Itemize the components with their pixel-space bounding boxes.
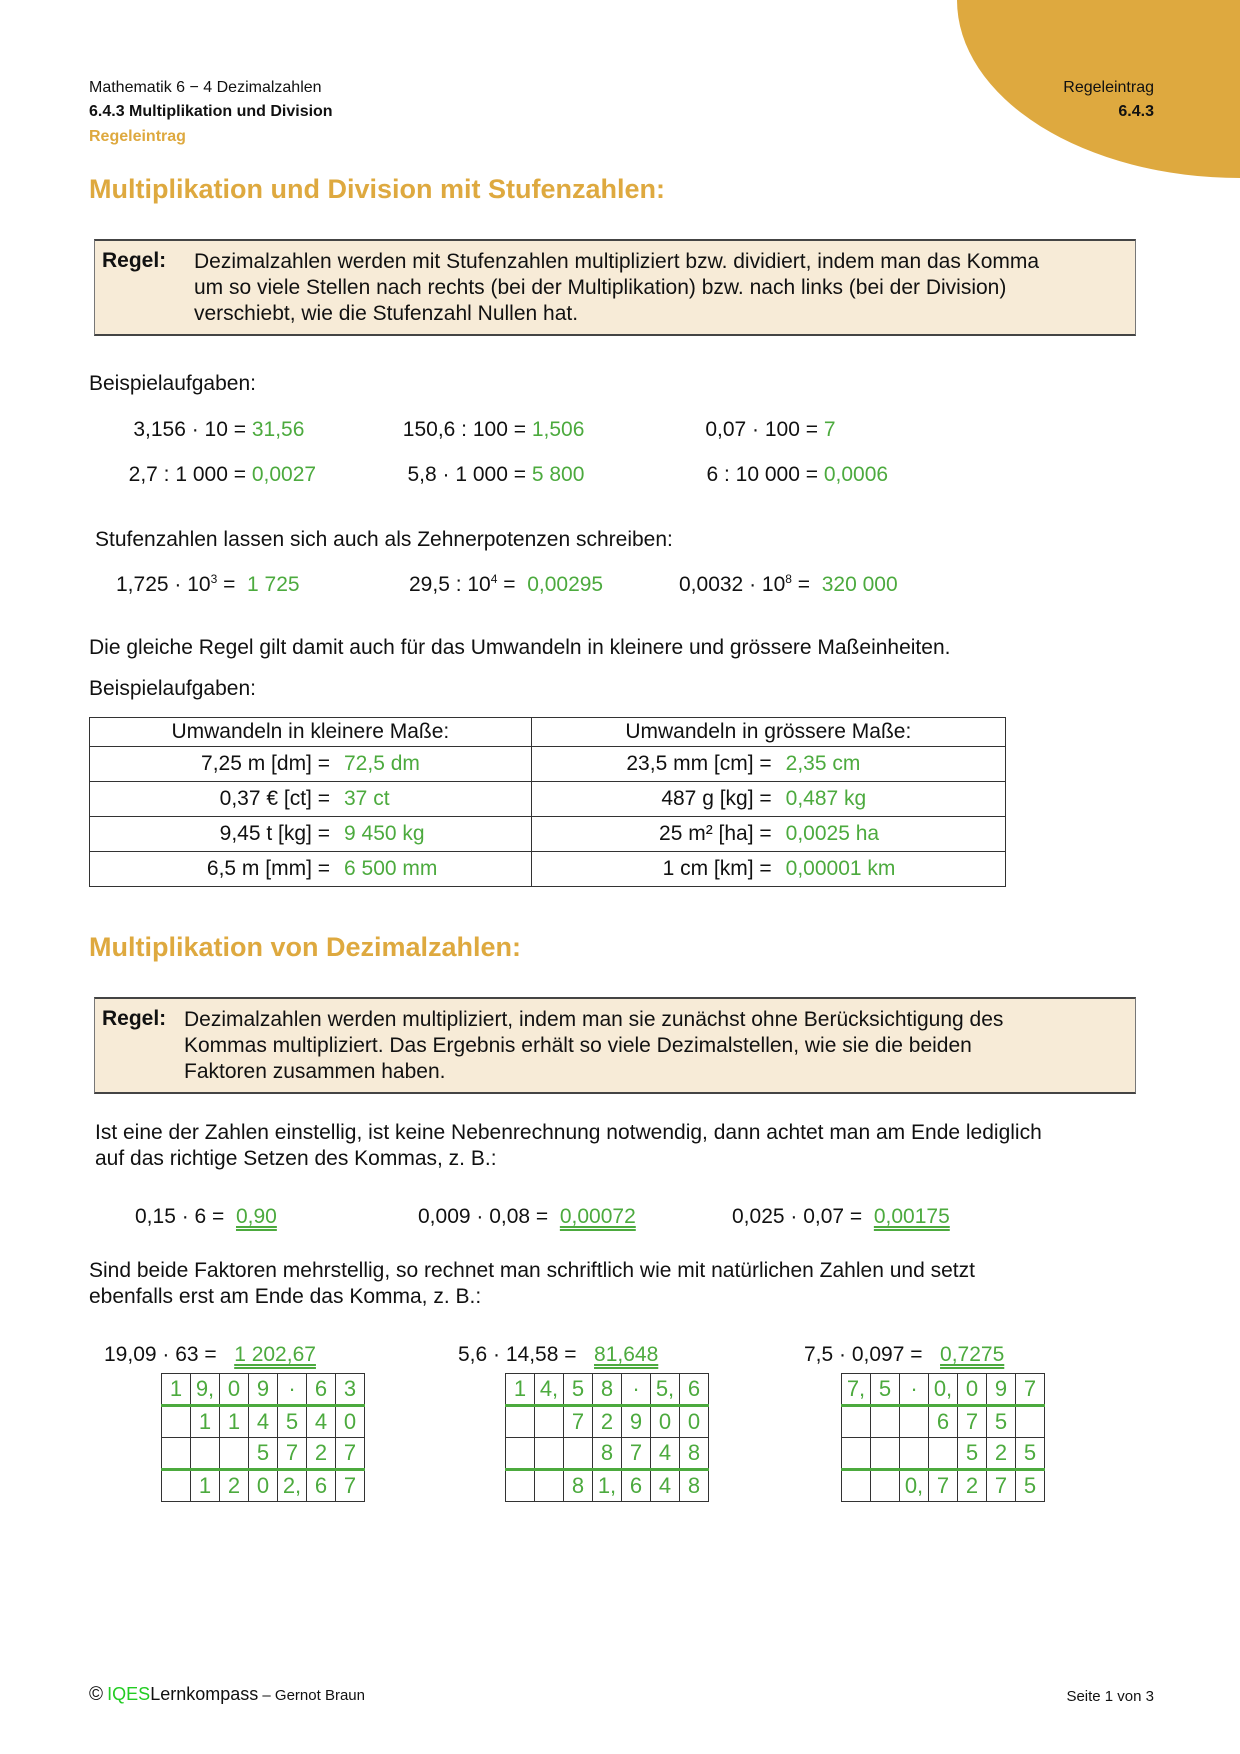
cell-question: 6,5 m [mm] = bbox=[90, 852, 345, 887]
grid-cell: 5 bbox=[987, 1406, 1016, 1438]
grid-cell bbox=[220, 1438, 249, 1470]
grid-cell: 7 bbox=[987, 1470, 1016, 1502]
cell-question: 7,25 m [dm] = bbox=[90, 747, 345, 782]
grid-row bbox=[842, 1438, 1045, 1470]
grid-cell bbox=[535, 1438, 564, 1470]
grid-cell: 3 bbox=[336, 1374, 365, 1406]
cell-question: 0,37 € [ct] = bbox=[90, 782, 345, 817]
grid-cell: 2 bbox=[987, 1438, 1016, 1470]
corner-label: Regeleintrag bbox=[1063, 79, 1154, 96]
grid-cell: 0 bbox=[249, 1470, 278, 1502]
column-header: Umwandeln in grössere Maße: bbox=[531, 718, 1005, 747]
grid-cell: 7 bbox=[958, 1406, 987, 1438]
grid-cell: 6 bbox=[622, 1470, 651, 1502]
grid-row bbox=[842, 1406, 1045, 1438]
grid-row bbox=[506, 1374, 709, 1406]
grid-row bbox=[842, 1470, 1045, 1502]
written-grid-3 bbox=[841, 1373, 1045, 1502]
grid-cell: 8 bbox=[680, 1438, 709, 1470]
table-row bbox=[90, 782, 1006, 817]
grid-cell: 7 bbox=[278, 1438, 307, 1470]
grid-cell bbox=[162, 1406, 191, 1438]
rule-line: Dezimalzahlen werden multipliziert, indem man sie zunächst ohne Berücksichtigung des bbox=[184, 1008, 1004, 1031]
grid-cell: 1 bbox=[162, 1374, 191, 1406]
example-eq: 2,7 : 1 000 = 0,0027 bbox=[128, 463, 317, 486]
grid-cell: 5 bbox=[958, 1438, 987, 1470]
cell-answer: 0,487 kg bbox=[786, 782, 1006, 817]
grid-cell: 8 bbox=[680, 1470, 709, 1502]
grid-cell: 0, bbox=[900, 1470, 929, 1502]
grid-cell: 6 bbox=[680, 1374, 709, 1406]
grid-cell bbox=[900, 1438, 929, 1470]
units-examples-label: Beispielaufgaben: bbox=[89, 677, 256, 700]
cell-answer: 37 ct bbox=[344, 782, 531, 817]
grid-cell: 7 bbox=[929, 1470, 958, 1502]
grid-cell: 1 bbox=[506, 1374, 535, 1406]
written-grid-1 bbox=[161, 1373, 365, 1502]
table-row bbox=[90, 817, 1006, 852]
grid-cell bbox=[929, 1438, 958, 1470]
cell-answer: 0,00001 km bbox=[786, 852, 1006, 887]
example-eq: 0,07 · 100 = 7 bbox=[705, 418, 836, 441]
rule-text bbox=[184, 1007, 1003, 1085]
grid-cell: 2 bbox=[220, 1470, 249, 1502]
column-header: Umwandeln in kleinere Maße: bbox=[90, 718, 532, 747]
written-equation: 7,5 · 0,097 = 0,7275 bbox=[804, 1343, 1005, 1366]
grid-cell: 2 bbox=[307, 1438, 336, 1470]
grid-cell: 2 bbox=[593, 1406, 622, 1438]
grid-cell: 5 bbox=[871, 1374, 900, 1406]
cell-answer: 72,5 dm bbox=[344, 747, 531, 782]
grid-cell: 5 bbox=[1016, 1438, 1045, 1470]
rule-line: um so viele Stellen nach rechts (bei der Multiplikation) bzw. nach links (bei der Division) bbox=[194, 276, 1007, 299]
example-eq: 5,8 · 1 000 = 5 800 bbox=[407, 463, 585, 486]
rule-box-1 bbox=[94, 239, 1136, 336]
copyright-icon: © bbox=[89, 1684, 103, 1705]
grid-cell: 7, bbox=[842, 1374, 871, 1406]
grid-cell bbox=[1016, 1406, 1045, 1438]
grid-cell: 2 bbox=[958, 1470, 987, 1502]
grid-row bbox=[162, 1374, 365, 1406]
rule-label: Regel: bbox=[102, 1007, 167, 1030]
grid-cell bbox=[842, 1470, 871, 1502]
grid-cell bbox=[900, 1406, 929, 1438]
rule-line: Kommas multipliziert. Das Ergebnis erhält so viele Dezimalstellen, wie sie die beiden bbox=[184, 1034, 972, 1057]
cell-question: 1 cm [km] = bbox=[531, 852, 786, 887]
section2-title: Multiplikation von Dezimalzahlen: bbox=[89, 932, 522, 962]
rule-line: Dezimalzahlen werden mit Stufenzahlen multipliziert bzw. dividiert, indem man das Komma bbox=[194, 250, 1040, 273]
corner-number: 6.4.3 bbox=[1118, 103, 1154, 120]
grid-cell: 8 bbox=[593, 1374, 622, 1406]
grid-cell: 5 bbox=[278, 1406, 307, 1438]
grid-cell: 1 bbox=[191, 1406, 220, 1438]
grid-cell: 1 bbox=[191, 1470, 220, 1502]
grid-cell: 7 bbox=[564, 1406, 593, 1438]
grid-row bbox=[506, 1438, 709, 1470]
written-grid-2 bbox=[505, 1373, 709, 1502]
grid-cell: 4 bbox=[651, 1438, 680, 1470]
brand-iqes: IQES bbox=[107, 1684, 151, 1704]
table-row bbox=[90, 852, 1006, 887]
rule-line: Faktoren zusammen haben. bbox=[184, 1060, 446, 1083]
grid-cell bbox=[162, 1470, 191, 1502]
example-eq: 3,156 · 10 = 31,56 bbox=[133, 418, 305, 441]
single-example: 0,15 · 6 = 0,90 bbox=[135, 1205, 277, 1228]
grid-cell: 1 bbox=[220, 1406, 249, 1438]
example-eq: 6 : 10 000 = 0,0006 bbox=[706, 463, 889, 486]
grid-cell: 6 bbox=[929, 1406, 958, 1438]
grid-row bbox=[162, 1406, 365, 1438]
subject-line: Mathematik 6 − 4 Dezimalzahlen bbox=[89, 79, 322, 96]
grid-cell: 4 bbox=[651, 1470, 680, 1502]
grid-cell bbox=[535, 1406, 564, 1438]
grid-row bbox=[842, 1374, 1045, 1406]
grid-cell: 0, bbox=[929, 1374, 958, 1406]
rule-line: verschiebt, wie die Stufenzahl Nullen hat. bbox=[194, 302, 579, 325]
footer-brand bbox=[89, 1684, 365, 1706]
grid-cell bbox=[871, 1406, 900, 1438]
grid-cell: · bbox=[278, 1374, 307, 1406]
grid-cell: 7 bbox=[1016, 1374, 1045, 1406]
cell-question: 25 m² [ha] = bbox=[531, 817, 786, 852]
grid-row bbox=[162, 1438, 365, 1470]
grid-cell bbox=[871, 1470, 900, 1502]
cell-question: 9,45 t [kg] = bbox=[90, 817, 345, 852]
powers-label: Stufenzahlen lassen sich auch als Zehnerpotenzen schreiben: bbox=[95, 528, 673, 551]
grid-cell: 9 bbox=[987, 1374, 1016, 1406]
page-number: Seite 1 von 3 bbox=[1066, 1688, 1154, 1705]
rule-box-2 bbox=[94, 997, 1136, 1094]
grid-cell: 9, bbox=[191, 1374, 220, 1406]
multi-digit-text: Sind beide Faktoren mehrstellig, so rechnet man schriftlich wie mit natürlichen Zahlen und setzt ebenfalls erst am Ende das Komma, z. B.: bbox=[89, 1259, 975, 1308]
grid-cell: 5 bbox=[1016, 1470, 1045, 1502]
grid-cell bbox=[842, 1438, 871, 1470]
grid-cell bbox=[564, 1438, 593, 1470]
grid-cell: 4 bbox=[249, 1406, 278, 1438]
units-text: Die gleiche Regel gilt damit auch für das Umwandeln in kleinere und grössere Maßeinheiten. bbox=[89, 636, 951, 659]
rule-text bbox=[194, 249, 1039, 327]
grid-cell bbox=[871, 1438, 900, 1470]
grid-cell bbox=[842, 1406, 871, 1438]
grid-cell: 7 bbox=[622, 1438, 651, 1470]
cell-answer: 2,35 cm bbox=[786, 747, 1006, 782]
grid-cell bbox=[506, 1406, 535, 1438]
type-line: Regeleintrag bbox=[89, 128, 186, 145]
power-eq: $0,0032 \cdot 10^8 = 320$ 000 bbox=[679, 572, 898, 596]
grid-cell bbox=[535, 1470, 564, 1502]
grid-cell: 5 bbox=[564, 1374, 593, 1406]
grid-cell: 5, bbox=[651, 1374, 680, 1406]
grid-cell: 6 bbox=[307, 1470, 336, 1502]
grid-row bbox=[506, 1470, 709, 1502]
written-equation: 5,6 · 14,58 = 81,648 bbox=[458, 1343, 659, 1366]
conversion-table bbox=[89, 717, 1006, 887]
grid-cell bbox=[506, 1438, 535, 1470]
grid-cell bbox=[506, 1470, 535, 1502]
grid-cell: 6 bbox=[307, 1374, 336, 1406]
grid-cell: 0 bbox=[680, 1406, 709, 1438]
single-digit-text: Ist eine der Zahlen einstellig, ist keine Nebenrechnung notwendig, dann achtet man am Ende lediglich auf das richtige Setzen des Kommas, z. B.: bbox=[95, 1121, 1042, 1170]
single-example: 0,009 · 0,08 = 0,00072 bbox=[418, 1205, 636, 1228]
grid-cell: · bbox=[622, 1374, 651, 1406]
author: – Gernot Braun bbox=[258, 1687, 365, 1704]
cell-answer: 9 450 kg bbox=[344, 817, 531, 852]
cell-question: 487 g [kg] = bbox=[531, 782, 786, 817]
section1-title: Multiplikation und Division mit Stufenzahlen: bbox=[89, 174, 665, 204]
examples-label: Beispielaufgaben: bbox=[89, 372, 256, 395]
power-eq: $1,725 \cdot 10^3 = 1$ 725 bbox=[116, 572, 300, 596]
table-header-row bbox=[90, 718, 1006, 747]
grid-cell: 1, bbox=[593, 1470, 622, 1502]
grid-cell: 0 bbox=[958, 1374, 987, 1406]
cell-question: 23,5 mm [cm] = bbox=[531, 747, 786, 782]
brand-lernkompass: Lernkompass bbox=[150, 1684, 259, 1704]
written-equation: 19,09 · 63 = 1 202,67 bbox=[104, 1343, 316, 1366]
power-eq: 29,5 : $10^4 = 0,00295$ bbox=[409, 572, 604, 596]
table-row bbox=[90, 747, 1006, 782]
cell-answer: 6 500 mm bbox=[344, 852, 531, 887]
grid-cell bbox=[162, 1438, 191, 1470]
grid-cell: 2, bbox=[278, 1470, 307, 1502]
rule-label: Regel: bbox=[102, 249, 167, 272]
grid-cell bbox=[191, 1438, 220, 1470]
example-eq: 150,6 : 100 = 1,506 bbox=[402, 418, 585, 441]
grid-cell: 9 bbox=[249, 1374, 278, 1406]
grid-cell: 8 bbox=[593, 1438, 622, 1470]
grid-cell: 0 bbox=[651, 1406, 680, 1438]
single-example: 0,025 · 0,07 = 0,00175 bbox=[732, 1205, 950, 1228]
grid-cell: 0 bbox=[336, 1406, 365, 1438]
grid-cell: 8 bbox=[564, 1470, 593, 1502]
grid-row bbox=[162, 1470, 365, 1502]
grid-cell: 0 bbox=[220, 1374, 249, 1406]
section-line: 6.4.3 Multiplikation und Division bbox=[89, 103, 333, 120]
grid-cell: · bbox=[900, 1374, 929, 1406]
grid-cell: 5 bbox=[249, 1438, 278, 1470]
grid-cell: 4 bbox=[307, 1406, 336, 1438]
grid-row bbox=[506, 1406, 709, 1438]
grid-cell: 4, bbox=[535, 1374, 564, 1406]
grid-cell: 7 bbox=[336, 1470, 365, 1502]
cell-answer: 0,0025 ha bbox=[786, 817, 1006, 852]
grid-cell: 9 bbox=[622, 1406, 651, 1438]
grid-cell: 7 bbox=[336, 1438, 365, 1470]
